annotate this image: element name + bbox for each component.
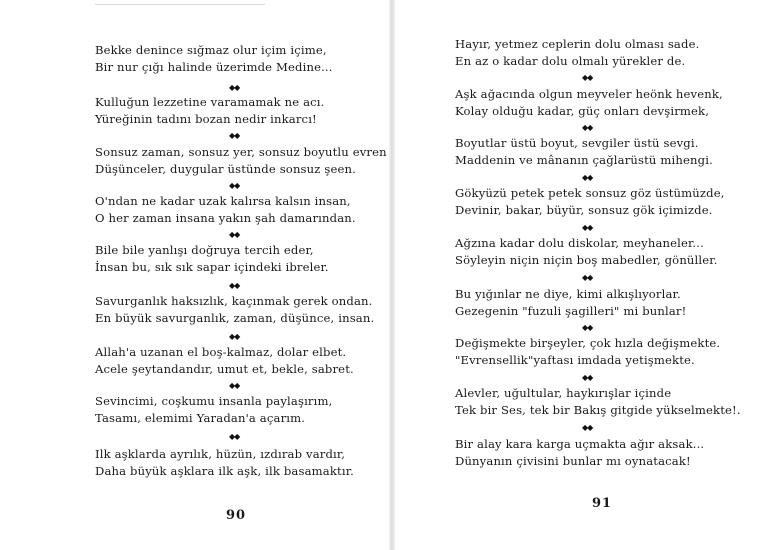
stanza-4 — [455, 185, 725, 219]
verse-line: Alevler, uğultular, haykırışlar içinde — [455, 386, 672, 400]
verse-line: En az o kadar dolu olmalı yürekler de. — [455, 54, 686, 68]
page-number: 90 — [226, 508, 247, 523]
stanza-ornament: ◆◆ — [582, 123, 593, 132]
stanza-1 — [455, 36, 699, 70]
stanza-3 — [95, 144, 387, 178]
stanza-8 — [95, 393, 332, 427]
stanza-3 — [455, 135, 713, 169]
verse-line: Kulluğun lezzetine varamamak ne acı. — [95, 95, 325, 109]
stanza-ornament: ◆◆ — [229, 381, 240, 390]
verse-line: Ağzına kadar dolu diskolar, meyhaneler... — [455, 236, 704, 250]
verse-line: Bu yığınlar ne diye, kimi alkışlıyorlar. — [455, 287, 681, 301]
stanza-ornament: ◆◆ — [582, 173, 593, 182]
verse-line: Yüreğinin tadını bozan nedir inkarcı! — [95, 112, 317, 126]
verse-line: Bekke denince sığmaz olur içim içime, — [95, 43, 327, 57]
stanza-7 — [455, 335, 720, 369]
verse-line: Düşünceler, duygular üstünde sonsuz şeen. — [95, 162, 356, 176]
verse-line: Gezegenin "fuzuli şagilleri" mi bunlar! — [455, 304, 687, 318]
stanza-ornament: ◆◆ — [229, 332, 240, 341]
stanza-ornament: ◆◆ — [229, 83, 240, 92]
stanza-ornament: ◆◆ — [229, 181, 240, 190]
verse-line: O her zaman insana yakın şah damarından. — [95, 211, 356, 225]
verse-line: Acele şeytandandır, umut et, bekle, sabret. — [95, 362, 354, 376]
verse-line: Savurganlık haksızlık, kaçınmak gerek ondan. — [95, 294, 373, 308]
verse-line: Sevincimi, coşkumu insanla paylaşırım, — [95, 394, 333, 408]
verse-line: Kolay olduğu kadar, güç onları devşirmek, — [455, 104, 710, 118]
verse-line: Değişmekte birşeyler, çok hızla değişmekte. — [455, 336, 721, 350]
verse-line: Maddenin ve mânanın çağlarüstü mihengi. — [455, 153, 713, 167]
verse-line: Hayır, yetmez ceplerin dolu olması sade. — [455, 37, 700, 51]
stanza-ornament: ◆◆ — [229, 230, 240, 239]
verse-line: Gökyüzü petek petek sonsuz göz üstümüzde, — [455, 186, 725, 200]
stanza-6 — [455, 286, 686, 320]
verse-line: İnsan bu, sık sık sapar içindeki ibreler. — [95, 260, 329, 274]
verse-line: Bile bile yanlışı doğruya tercih eder, — [95, 243, 314, 257]
stanza-5 — [95, 242, 329, 276]
verse-line: En büyük savurganlık, zaman, düşünce, insan. — [95, 311, 375, 325]
verse-line: Allah'a uzanan el boş-kalmaz, dolar elbet. — [95, 345, 347, 359]
verse-line: O'ndan ne kadar uzak kalırsa kalsın insan, — [95, 194, 351, 208]
verse-line: "Evrensellik"yaftası imdada yetişmekte. — [455, 353, 695, 367]
verse-line: Aşk ağacında olgun meyveler heönk hevenk, — [455, 87, 723, 101]
stanza-ornament: ◆◆ — [582, 373, 593, 382]
page-top-rule — [95, 4, 265, 5]
stanza-2 — [95, 94, 324, 128]
verse-line: Tek bir Ses, tek bir Bakış gitgide yükselmekte!. — [455, 403, 741, 417]
verse-line: Boyutlar üstü boyut, sevgiler üstü sevgi. — [455, 136, 699, 150]
page-number: 91 — [592, 496, 613, 511]
stanza-9 — [95, 446, 354, 480]
stanza-ornament: ◆◆ — [229, 432, 240, 441]
stanza-ornament: ◆◆ — [582, 273, 593, 282]
verse-line: Daha büyük aşklara ilk aşk, ilk basamaktır. — [95, 464, 354, 478]
stanza-5 — [455, 235, 718, 269]
stanza-ornament: ◆◆ — [582, 73, 593, 82]
stanza-6 — [95, 293, 374, 327]
verse-line: Ilk aşklarda ayrılık, hüzün, ızdırab vardır, — [95, 447, 346, 461]
stanza-9 — [455, 436, 704, 470]
stanza-ornament: ◆◆ — [582, 423, 593, 432]
verse-line: Sonsuz zaman, sonsuz yer, sonsuz boyutlu evren — [95, 145, 387, 159]
verse-line: Devinir, bakar, büyür, sonsuz gök içimizde. — [455, 203, 713, 217]
verse-line: Tasamı, elemimi Yaradan'a açarım. — [95, 411, 306, 425]
stanza-4 — [95, 193, 356, 227]
verse-line: Söyleyin niçin niçin boş mabedler, gönüller. — [455, 253, 718, 267]
stanza-7 — [95, 344, 354, 378]
stanza-2 — [455, 86, 723, 120]
verse-line: Bir alay kara karga uçmakta ağır aksak... — [455, 437, 705, 451]
stanza-8 — [455, 385, 741, 419]
stanza-ornament: ◆◆ — [582, 223, 593, 232]
stanza-1 — [95, 42, 333, 76]
verse-line: Bir nur çığı halinde üzerimde Medine... — [95, 60, 333, 74]
stanza-ornament: ◆◆ — [229, 131, 240, 140]
right-page — [392, 0, 771, 550]
stanza-ornament: ◆◆ — [229, 281, 240, 290]
stanza-ornament: ◆◆ — [582, 323, 593, 332]
verse-line: Dünyanın çivisini bunlar mı oynatacak! — [455, 454, 691, 468]
